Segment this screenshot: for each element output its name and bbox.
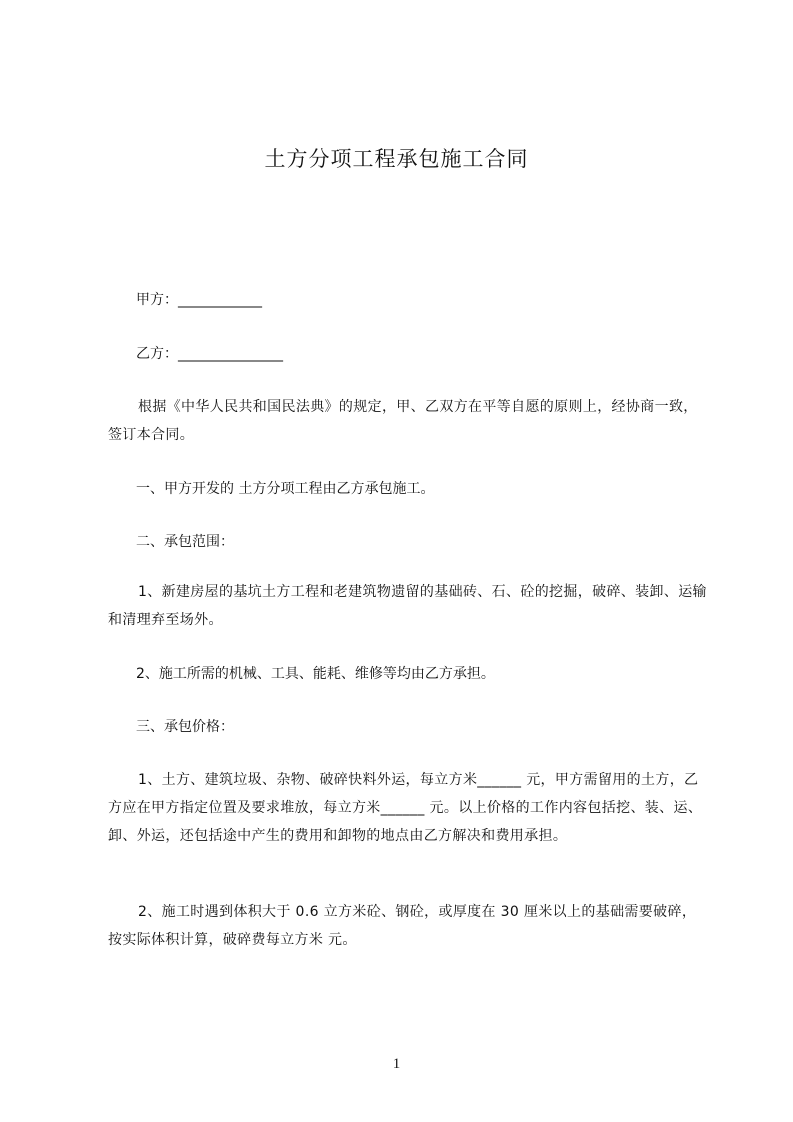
clause-3-item-2: 2、施工时遇到体积大于 0.6 立方米砼、钢砼，或厚度在 30 厘米以上的基础需要破碎，按实际体积计算，破碎费每立方米 元。: [108, 904, 697, 948]
clause-1: 一、甲方开发的 土方分项工程由乙方承包施工。: [136, 481, 435, 497]
preamble-paragraph: 根据《中华人民共和国民法典》的规定，甲、乙双方在平等自愿的原则上，经协商一致，签订本合同。: [108, 399, 698, 443]
page-number: 1: [392, 1056, 401, 1072]
document-title: 土方分项工程承包施工合同: [264, 147, 529, 171]
party-a-line: 甲方：____________: [136, 292, 262, 308]
clause-2-item-2: 2、施工所需的机械、工具、能耗、维修等均由乙方承担。: [136, 666, 495, 682]
clause-3-heading: 三、承包价格：: [136, 719, 234, 735]
clause-2-heading: 二、承包范围：: [136, 534, 234, 550]
party-b-line: 乙方：_______________: [136, 346, 283, 362]
clause-2-item-1: 1、新建房屋的基坑土方工程和老建筑物遗留的基础砖、石、砼的挖掘，破碎、装卸、运输和清理弃至场外。: [108, 584, 707, 628]
clause-3-item-1: 1、土方、建筑垃圾、杂物、破碎快料外运，每立方米______ 元，甲方需留用的土方，乙方应在甲方指定位置及要求堆放，每立方米______ 元。以上价格的工作内容包括挖、装、运、卸、外运，还包括途中产生的费用和卸物的地点由乙方解决和费用承担。: [108, 772, 703, 844]
